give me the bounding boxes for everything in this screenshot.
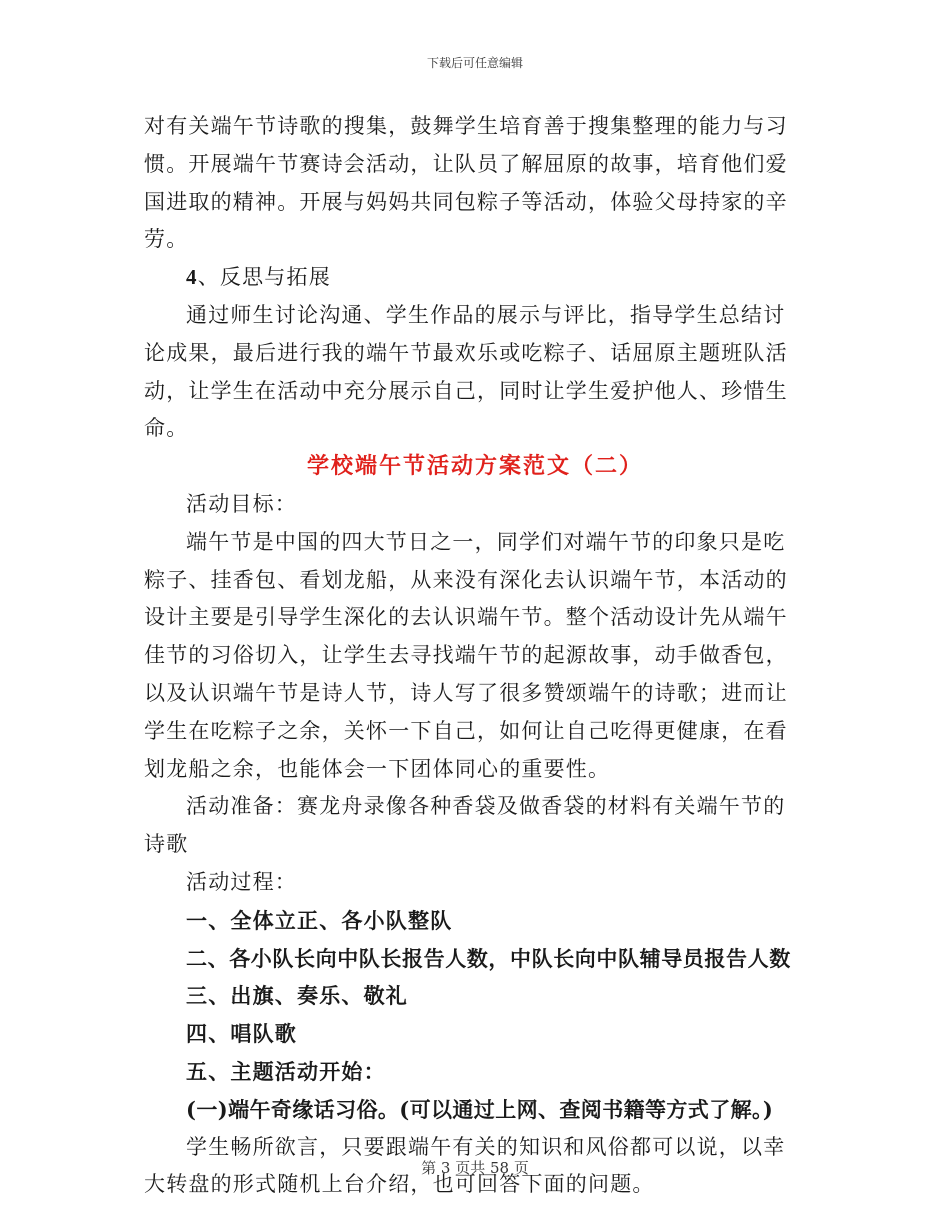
step-2: 二、各小队长向中队长报告人数，中队长向中队辅导员报告人数 (186, 945, 791, 971)
document-heading: 学校端午节活动方案范文（二） (306, 453, 643, 480)
paragraph-poetry-collection: 对有关端午节诗歌的搜集，鼓舞学生培育善于搜集整理的能力与习惯。开展端午节赛诗会活动，让队员了解屈原的故事，培育他们爱国进取的精神。开展与妈妈共同包粽子等活动，体验父母持家的辛劳。 (144, 114, 788, 252)
step-5-1: (一)端午奇缘话习俗。(可以通过上网、查阅书籍等方式了解。) (186, 1096, 774, 1122)
step-3: 三、出旗、奏乐、敬礼 (186, 983, 408, 1009)
paragraph-process-label: 活动过程： (186, 869, 297, 894)
step-5: 五、主题活动开始： (186, 1058, 386, 1084)
section-reflection-title (144, 259, 806, 297)
section-title-text: 、反思与拓展 (197, 265, 331, 290)
page-header: 下载后可任意编辑 (426, 56, 523, 70)
step-1: 一、全体立正、各小队整队 (186, 907, 453, 933)
paragraph-customs: 学生畅所欲言，只要跟端午有关的知识和风俗都可以说，以幸大转盘的形式随机上台介绍，也可回答下面的问题。 (144, 1134, 786, 1197)
paragraph-preparation: 活动准备：赛龙舟录像各种香袋及做香袋的材料有关端午节的诗歌 (144, 794, 786, 857)
paragraph-goal-label: 活动目标： (186, 491, 297, 516)
paragraph-reflection: 通过师生讨论沟通、学生作品的展示与评比，指导学生总结讨论成果，最后进行我的端午节最欢乐或吃粽子、话屈原主题班队活动，让学生在活动中充分展示自己，同时让学生爱护他人、珍惜生命。 (144, 302, 788, 441)
page-footer: 第 3 页共 58 页 (421, 1159, 529, 1177)
step-4: 四、唱队歌 (186, 1021, 297, 1047)
paragraph-goal: 端午节是中国的四大节日之一，同学们对端午节的印象只是吃粽子、挂香包、看划龙船，从来没有深化去认识端午节，本活动的设计主要是引导学生深化的去认识端午节。整个活动设计先从端午佳节的习俗切入，让学生去寻找端午节的起源故事，动手做香包，以及认识端午节是诗人节，诗人写了很多赞颂端午的诗歌；进而让学生在吃粽子之余，关怀一下自己，如何让自己吃得更健康，在看划龙船之余，也能体会一下团体同心的重要性。 (144, 529, 788, 781)
section-number: 4 (186, 265, 198, 290)
document-body (144, 108, 806, 1204)
